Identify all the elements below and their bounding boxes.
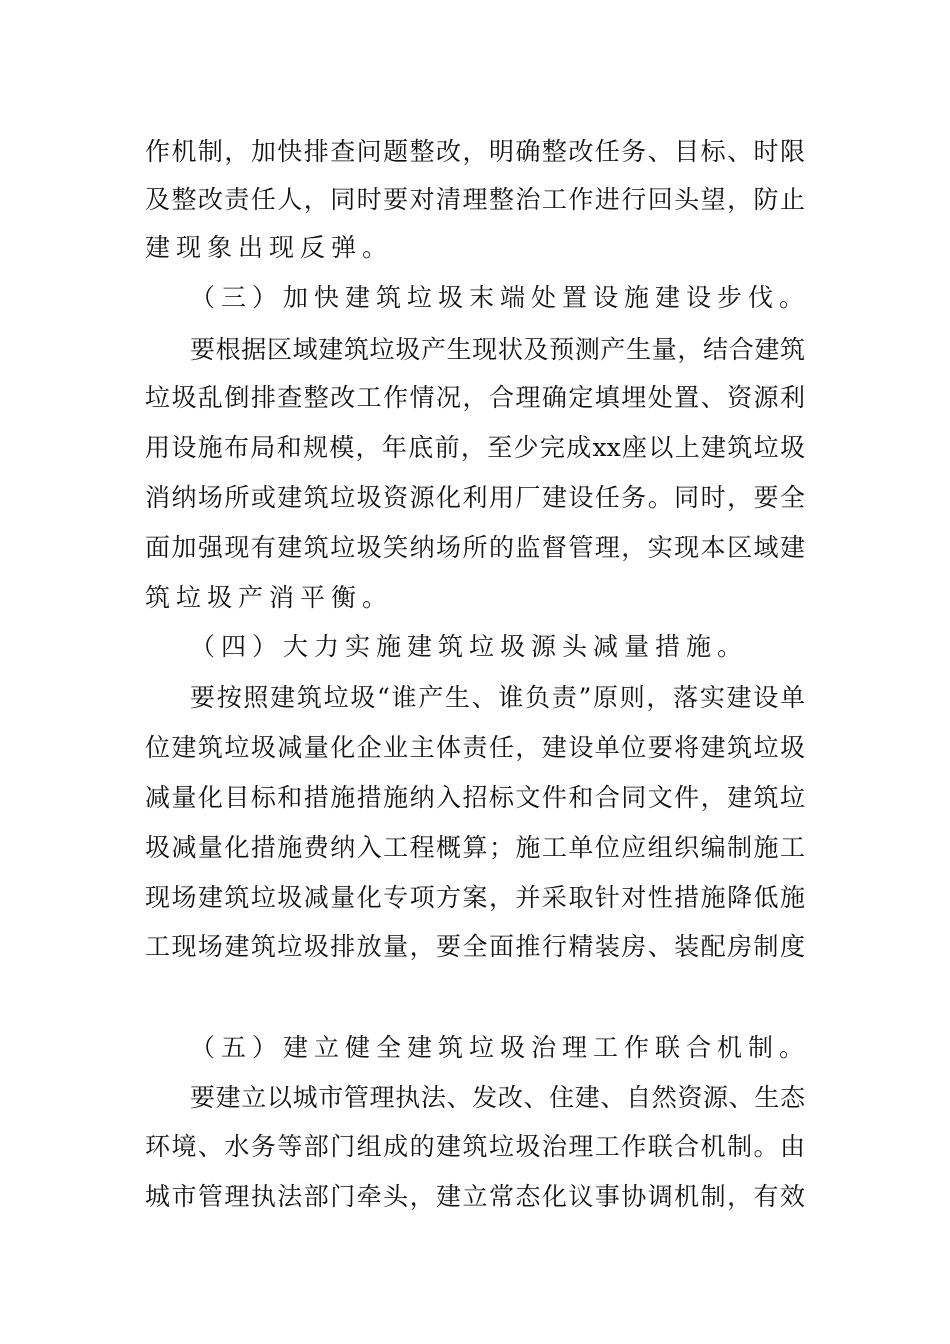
paragraph-line: 要按照建筑垃圾“谁产生、谁负责”原则，落实建设单	[190, 683, 805, 712]
paragraph-line: 城市管理执法部门牵头，建立常态化议事协调机制，有效	[145, 1182, 805, 1211]
paragraph-line: 消纳场所或建筑垃圾资源化利用厂建设任务。同时，要全	[145, 483, 805, 512]
paragraph-line: 垃圾乱倒排查整改工作情况，合理确定填埋处置、资源利	[145, 383, 805, 412]
paragraph-line: 要建立以城市管理执法、发改、住建、自然资源、生态	[190, 1083, 805, 1112]
paragraph-line: 圾减量化措施费纳入工程概算；施工单位应组织编制施工	[145, 833, 805, 862]
paragraph-line: 建现象出现反弹。	[145, 233, 394, 262]
paragraph-line: 面加强现有建筑垃圾笑纳场所的监督管理，实现本区域建	[145, 533, 805, 562]
paragraph-line: 环境、水务等部门组成的建筑垃圾治理工作联合机制。由	[145, 1132, 805, 1161]
section-heading-3: （三）加快建筑垃圾末端处置设施建设步伐。	[190, 283, 811, 312]
paragraph-line: 现场建筑垃圾减量化专项方案，并采取针对性措施降低施	[145, 883, 805, 912]
section-heading-4: （四）大力实施建筑垃圾源头减量措施。	[190, 632, 749, 661]
paragraph-line: 筑垃圾产消平衡。	[145, 583, 394, 612]
paragraph-line: 工现场建筑垃圾排放量，要全面推行精装房、装配房制度	[145, 932, 805, 961]
section-heading-5: （五）建立健全建筑垃圾治理工作联合机制。	[190, 1033, 811, 1062]
paragraph-line: 作机制，加快排查问题整改，明确整改任务、目标、时限	[145, 137, 805, 166]
paragraph-line: 用设施布局和规模，年底前，至少完成xx座以上建筑垃圾	[145, 433, 805, 462]
paragraph-line: 及整改责任人，同时要对清理整治工作进行回头望，防止	[145, 185, 805, 214]
paragraph-line: 减量化目标和措施措施纳入招标文件和合同文件，建筑垃	[145, 783, 805, 812]
paragraph-line: 位建筑垃圾减量化企业主体责任，建设单位要将建筑垃圾	[145, 733, 805, 762]
paragraph-line: 要根据区域建筑垃圾产生现状及预测产生量，结合建筑	[190, 335, 805, 364]
